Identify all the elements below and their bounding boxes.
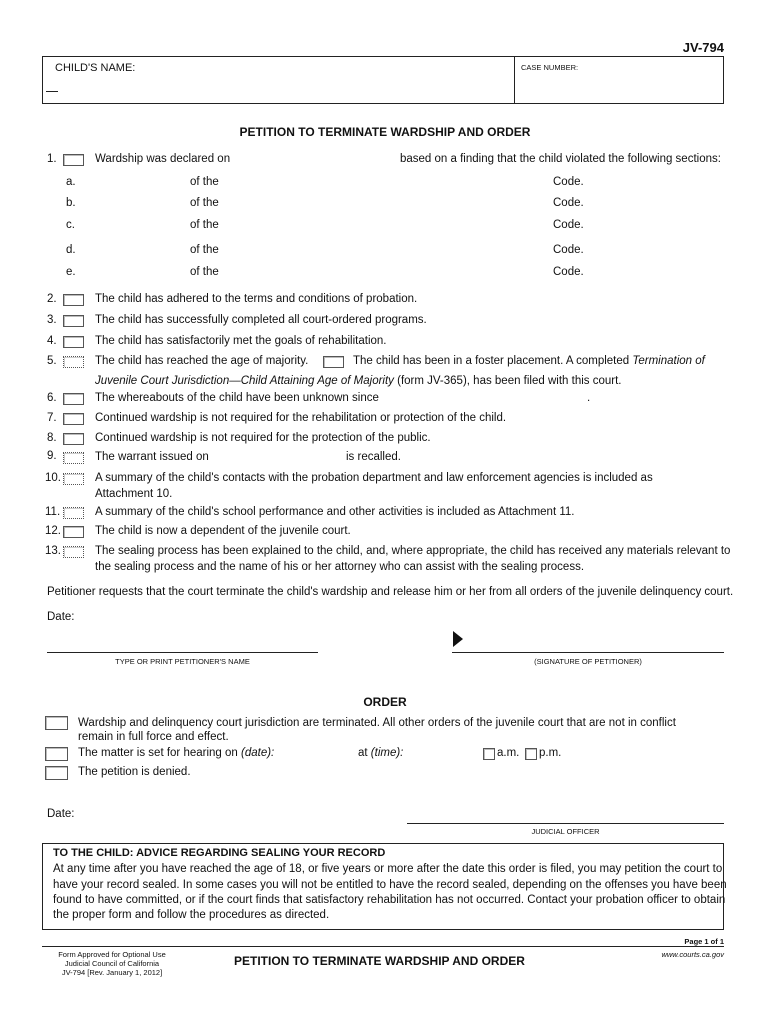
item-6-number: 6. bbox=[47, 392, 57, 404]
item-3-number: 3. bbox=[47, 314, 57, 326]
page-number: Page 1 of 1 bbox=[684, 937, 724, 946]
sign-here-arrow-icon bbox=[453, 631, 463, 647]
sub-a-of-the: of the bbox=[190, 176, 219, 188]
item-9-text: The warrant issued on bbox=[95, 451, 209, 463]
item-13-checkbox[interactable] bbox=[63, 546, 84, 558]
form-id: JV-794 bbox=[682, 40, 724, 55]
item-7-number: 7. bbox=[47, 412, 57, 424]
petitioner-signature-label: (SIGNATURE OF PETITIONER) bbox=[534, 657, 642, 666]
item-8-text: Continued wardship is not required for the protection of the public. bbox=[95, 432, 431, 444]
item-5-checkbox[interactable] bbox=[63, 356, 84, 368]
item-11-text: A summary of the child's school performance and other activities is included as Attachment 11. bbox=[95, 506, 575, 518]
order-hearing-text: The matter is set for hearing on (date): bbox=[78, 747, 275, 759]
order-heading: ORDER bbox=[363, 695, 407, 709]
advice-line-1: At any time after you have reached the age of 18, or five years or more after the date this order is filed, you may petition the court to bbox=[53, 863, 723, 875]
advice-heading: TO THE CHILD: ADVICE REGARDING SEALING YOUR RECORD bbox=[53, 847, 386, 859]
item-8-number: 8. bbox=[47, 432, 57, 444]
item-7-checkbox[interactable] bbox=[63, 413, 84, 425]
sub-b-of-the: of the bbox=[190, 197, 219, 209]
advice-line-4: the proper form and follow the procedures as directed. bbox=[53, 909, 330, 921]
item-5-text: The child has reached the age of majority. bbox=[95, 355, 309, 367]
item-5-foster-text: The child has been in a foster placement. A completed Termination of bbox=[353, 355, 705, 367]
item-12-checkbox[interactable] bbox=[63, 526, 84, 538]
item-2-checkbox[interactable] bbox=[63, 294, 84, 306]
item-6-text: The whereabouts of the child have been unknown since bbox=[95, 392, 379, 404]
header-box bbox=[42, 56, 724, 104]
name-field-mark bbox=[46, 91, 58, 92]
order-terminated-text: Wardship and delinquency court jurisdiction are terminated. All other orders of the juvenile court that are not in conflict bbox=[78, 717, 676, 729]
footer-rule bbox=[42, 946, 724, 947]
sub-e-code: Code. bbox=[553, 266, 584, 278]
item-10-checkbox[interactable] bbox=[63, 473, 84, 485]
item-6-period: . bbox=[587, 392, 591, 404]
order-denied-text: The petition is denied. bbox=[78, 766, 191, 778]
item-9-recalled: is recalled. bbox=[346, 451, 401, 463]
sub-d-label: d. bbox=[66, 244, 76, 256]
item-13-number: 13. bbox=[45, 545, 61, 557]
childs-name-label: CHILD'S NAME: bbox=[55, 62, 136, 74]
case-number-label: CASE NUMBER: bbox=[521, 63, 579, 72]
sub-c-code: Code. bbox=[553, 219, 584, 231]
item-9-number: 9. bbox=[47, 450, 57, 462]
item-12-text: The child is now a dependent of the juvenile court. bbox=[95, 525, 351, 537]
item-11-checkbox[interactable] bbox=[63, 507, 84, 519]
advice-line-2: have your record sealed. In some cases you will not be entitled to have the record sealed, depending on the offenses you have been bbox=[53, 879, 727, 891]
order-denied-checkbox[interactable] bbox=[45, 766, 68, 780]
pm-label: p.m. bbox=[539, 747, 562, 759]
petitioner-name-label: TYPE OR PRINT PETITIONER'S NAME bbox=[115, 657, 250, 666]
footer-approved-line-2: Judicial Council of California bbox=[64, 959, 160, 968]
item-2-number: 2. bbox=[47, 293, 57, 305]
item-1-number: 1. bbox=[47, 153, 57, 165]
petitioner-request: Petitioner requests that the court terminate the child's wardship and release him or her from all orders of the juvenile delinquency court. bbox=[47, 586, 734, 598]
item-6-checkbox[interactable] bbox=[63, 393, 84, 405]
sub-c-of-the: of the bbox=[190, 219, 219, 231]
sub-e-label: e. bbox=[66, 266, 76, 278]
sub-a-code: Code. bbox=[553, 176, 584, 188]
order-hearing-checkbox[interactable] bbox=[45, 747, 68, 761]
am-checkbox[interactable] bbox=[483, 748, 495, 760]
item-10-attachment: Attachment 10. bbox=[95, 488, 173, 500]
sub-b-code: Code. bbox=[553, 197, 584, 209]
sub-d-code: Code. bbox=[553, 244, 584, 256]
footer-title: PETITION TO TERMINATE WARDSHIP AND ORDER bbox=[234, 954, 525, 968]
sub-b-label: b. bbox=[66, 197, 76, 209]
petition-date-label: Date: bbox=[47, 611, 75, 623]
footer-website-link[interactable]: www.courts.ca.gov bbox=[661, 950, 724, 959]
header-divider bbox=[514, 56, 515, 104]
item-5-continued: Juvenile Court Jurisdiction—Child Attaining Age of Majority (form JV-365), has been filed with this court. bbox=[95, 375, 622, 387]
item-1-text: Wardship was declared on bbox=[95, 153, 231, 165]
footer-form-revision: JV-794 [Rev. January 1, 2012] bbox=[61, 968, 163, 977]
order-terminated-checkbox[interactable] bbox=[45, 716, 68, 730]
item-13-text: The sealing process has been explained to the child, and, where appropriate, the child has received any materials relevant to bbox=[95, 545, 731, 557]
item-10-number: 10. bbox=[45, 472, 61, 484]
form-title: PETITION TO TERMINATE WARDSHIP AND ORDER bbox=[239, 125, 531, 139]
sub-c-label: c. bbox=[66, 219, 75, 231]
judicial-officer-line[interactable] bbox=[407, 823, 724, 824]
item-9-checkbox[interactable] bbox=[63, 452, 84, 464]
item-4-checkbox[interactable] bbox=[63, 336, 84, 348]
pm-checkbox[interactable] bbox=[525, 748, 537, 760]
item-8-checkbox[interactable] bbox=[63, 433, 84, 445]
item-4-number: 4. bbox=[47, 335, 57, 347]
order-hearing-time: at (time): bbox=[358, 747, 404, 759]
item-10-text: A summary of the child's contacts with the probation department and law enforcement agencies is included as bbox=[95, 472, 653, 484]
item-2-text: The child has adhered to the terms and conditions of probation. bbox=[95, 293, 418, 305]
item-4-text: The child has satisfactorily met the goals of rehabilitation. bbox=[95, 335, 387, 347]
item-5-number: 5. bbox=[47, 355, 57, 367]
order-terminated-continued: remain in full force and effect. bbox=[78, 731, 229, 743]
item-3-text: The child has successfully completed all court-ordered programs. bbox=[95, 314, 427, 326]
order-date-label: Date: bbox=[47, 808, 75, 820]
item-1-checkbox[interactable] bbox=[63, 154, 84, 166]
sub-d-of-the: of the bbox=[190, 244, 219, 256]
am-label: a.m. bbox=[497, 747, 520, 759]
sub-e-of-the: of the bbox=[190, 266, 219, 278]
petitioner-signature-line[interactable] bbox=[452, 652, 724, 653]
item-3-checkbox[interactable] bbox=[63, 315, 84, 327]
footer-approved-line-1: Form Approved for Optional Use bbox=[58, 950, 166, 959]
advice-line-3: found to have committed, or if the court finds that satisfactory rehabilitation has not occurred. Contact your probation officer to obtain bbox=[53, 894, 726, 906]
item-5-foster-checkbox[interactable] bbox=[323, 356, 344, 368]
item-1-text-continued: based on a finding that the child violated the following sections: bbox=[400, 153, 721, 165]
item-7-text: Continued wardship is not required for the rehabilitation or protection of the child. bbox=[95, 412, 507, 424]
item-13-continued: the sealing process and the name of his or her attorney who can assist with the sealing process. bbox=[95, 561, 585, 573]
judicial-officer-label: JUDICIAL OFFICER bbox=[531, 827, 600, 836]
item-12-number: 12. bbox=[45, 525, 61, 537]
item-11-number: 11. bbox=[45, 506, 61, 518]
petitioner-name-line[interactable] bbox=[47, 652, 318, 653]
sub-a-label: a. bbox=[66, 176, 76, 188]
